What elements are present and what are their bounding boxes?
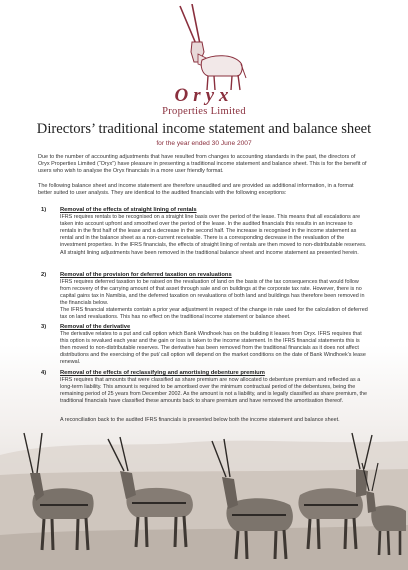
- reconciliation-note: A reconciliation back to the audited IFRS financials is presented below both the income statement and balance sheet.: [60, 417, 340, 423]
- page-title: Directors’ traditional income statement and balance sheet: [36, 121, 372, 137]
- section-4-body: IFRS requires that amounts that were classified as share premium are now allocated to debenture premium and reflected as a long-term liability. This amount is required to be amortised over the minimum contractual period of the debentures, being the remaining period of 25 years from December 2002. As the amount is not a liability, and is legally classified as share premium, the traditional financials have classified these amounts back to share premium and have removed the amortisation thereof.: [60, 377, 368, 404]
- brand-subtitle: Properties Limited: [162, 106, 246, 117]
- intro-paragraph-1: Due to the number of accounting adjustments that have resulted from changes to accounting standards in the past, the directors of Oryx Properties Limited (“Oryx”) have pleasure in presenting a traditional income statement and balance sheet. This is for the benefit of users who wish to analyse the Oryx financials in a more user friendly format.: [38, 154, 367, 174]
- section-1-number: 1): [41, 207, 47, 213]
- brand-name: Oryx: [174, 85, 234, 106]
- section-3-body: The derivative relates to a put and call option which Bank Windhoek has on the building it leases from Oryx. IFRS requires that this option is revalued each year and the gain or loss is taken to the income statement. In the IFRS financial statements this is then moved to non-distributable reserves. The derivative has been removed from the traditional financials as it does not affect distributions and the exercising of the put/ call option will depend on the market conditions on the date of Bank Windhoek’s lease renewal.: [60, 331, 366, 365]
- page-subtitle: for the year ended 30 June 2007: [156, 140, 252, 147]
- section-2-number: 2): [41, 272, 47, 278]
- section-3-heading: Removal of the derivative: [60, 324, 131, 330]
- section-4-number: 4): [41, 370, 47, 376]
- section-4-heading: Removal of the effects of reclassifying and amortising debenture premium: [60, 370, 265, 376]
- section-1-body-2: All straight lining adjustments have been removed in the traditional balance sheet and income statement as presented herein.: [60, 250, 359, 256]
- section-2-body: IFRS requires deferred taxation to be raised on the revaluation of land on the basis of the tax consequences that would follow from recovery of the carrying amount of that asset through sale and on buildings at the corporate tax rate. However, there is no capital gains tax in Namibia, and the deferred taxation on revaluations of both land and buildings has therefore been removed in the financials below.: [60, 279, 365, 306]
- section-2-heading: Removal of the provision for deferred taxation on revaluations: [60, 272, 232, 278]
- section-3-number: 3): [41, 324, 47, 330]
- section-1-heading: Removal of the effects of straight lining of rentals: [60, 207, 197, 213]
- section-1-body: IFRS requires rentals to be recognised on a straight line basis over the period of the lease. This means that all escalations are taken into account upfront and smoothed over the period of the lease. In the audited financials this results in an increase to rentals in the first half of the lease and a decrease in the second half. The increase is recognised in the income statement as rental and in the balance sheet as a non-current receivable. There is a corresponding decrease in the revaluation of the investment properties. In the IFRS financials, the effects of straight lining of rentals are then moved to non-distributable reserves.: [60, 214, 367, 248]
- intro-paragraph-2: The following balance sheet and income statement are therefore unaudited and are provided as additional information, in a format better suited to user analysis. They are identical to the audited financials with the following exceptions:: [38, 183, 354, 196]
- section-2-body-2: The IFRS financial statements contain a prior year adjustment in respect of the change in rate used for the calculation of deferred tax on land revaluations. This has no effect on the traditional income statement or balance sheet.: [60, 307, 368, 320]
